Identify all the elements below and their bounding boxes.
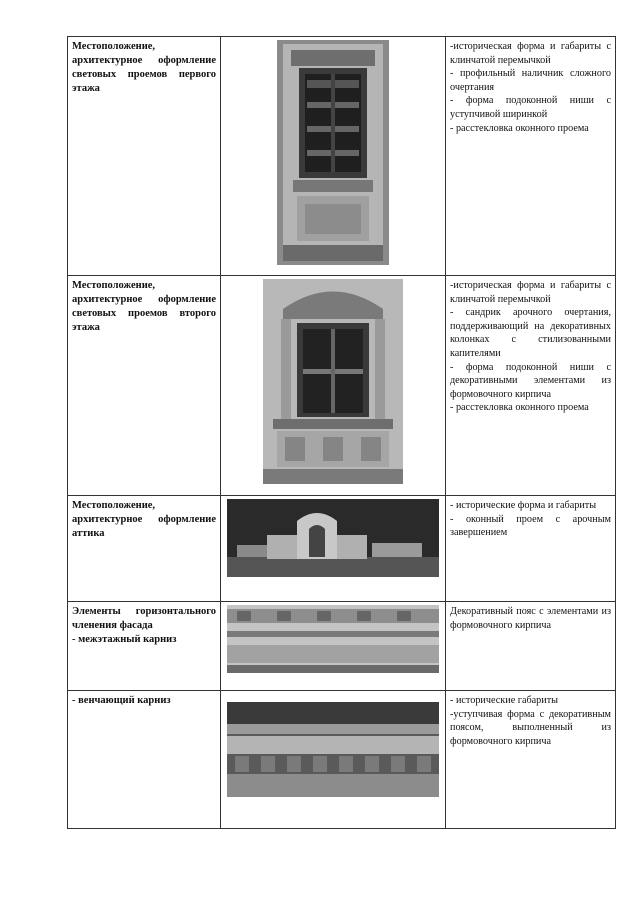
description-item: - профильный наличник сложного очертания: [450, 68, 611, 93]
description-cell: [446, 496, 616, 602]
description-item: - оконный проем с арочным завершением: [450, 513, 611, 539]
description-item: - расстекловка оконного проема: [450, 402, 589, 414]
first-floor-window-photo: [277, 40, 389, 265]
description-cell: [446, 602, 616, 691]
description-item: -историческая форма и габариты с клинчатой перемычкой: [450, 41, 611, 66]
description-cell: [446, 691, 616, 829]
element-label: Элементы горизонтального членения фасада: [72, 606, 216, 631]
table-row: [68, 37, 616, 276]
facade-elements-table: [67, 36, 616, 829]
photo-cell: [221, 496, 446, 602]
description-item: - исторические габариты: [450, 695, 559, 706]
description-item: - форма подоконной ниши с декоративными элементами из формовочного кирпича: [450, 361, 611, 400]
element-label-cell: [68, 276, 221, 496]
description-list: [450, 499, 611, 540]
description-item: Декоративный пояс с элементами из формовочного кирпича: [450, 606, 611, 631]
element-sublabel: - межэтажный карниз: [72, 634, 177, 645]
attic-photo: [227, 499, 439, 577]
second-floor-window-photo: [263, 279, 403, 484]
description-item: -уступчивая форма с декоративным поясом, выполненный из формовочного кирпича: [450, 708, 611, 747]
table-row: [68, 496, 616, 602]
table-row: [68, 276, 616, 496]
element-sublabel: - венчающий карниз: [72, 695, 171, 706]
table-row: [68, 691, 616, 829]
element-label-cell: [68, 691, 221, 829]
table-row: [68, 602, 616, 691]
description-list: [450, 279, 611, 415]
photo-cell: [221, 37, 446, 276]
description-item: - сандрик арочного очертания, поддерживающий на декоративных колонках с стилизованными капителями: [450, 307, 611, 359]
element-label-cell: [68, 496, 221, 602]
element-label: Местоположение, архитектурное оформление световых проемов второго этажа: [72, 280, 216, 333]
description-list: [450, 605, 611, 632]
description-item: - расстекловка оконного проема: [450, 122, 589, 134]
description-list: [450, 694, 611, 748]
description-cell: [446, 276, 616, 496]
element-label: Местоположение, архитектурное оформление световых проемов первого этажа: [72, 41, 216, 94]
description-item: - форма подоконной ниши с уступчивой ширинкой: [450, 95, 611, 120]
element-label-cell: [68, 37, 221, 276]
element-label-cell: [68, 602, 221, 691]
description-item: -историческая форма и габариты с клинчатой перемычкой: [450, 280, 611, 305]
element-label: Местоположение, архитектурное оформление аттика: [72, 500, 216, 539]
description-item: - исторические форма и габариты: [450, 500, 597, 511]
crowning-cornice-photo: [227, 702, 439, 797]
photo-cell: [221, 276, 446, 496]
photo-cell: [221, 602, 446, 691]
photo-cell: [221, 691, 446, 829]
description-cell: [446, 37, 616, 276]
interfloor-cornice-photo: [227, 605, 439, 673]
description-list: [450, 40, 611, 135]
